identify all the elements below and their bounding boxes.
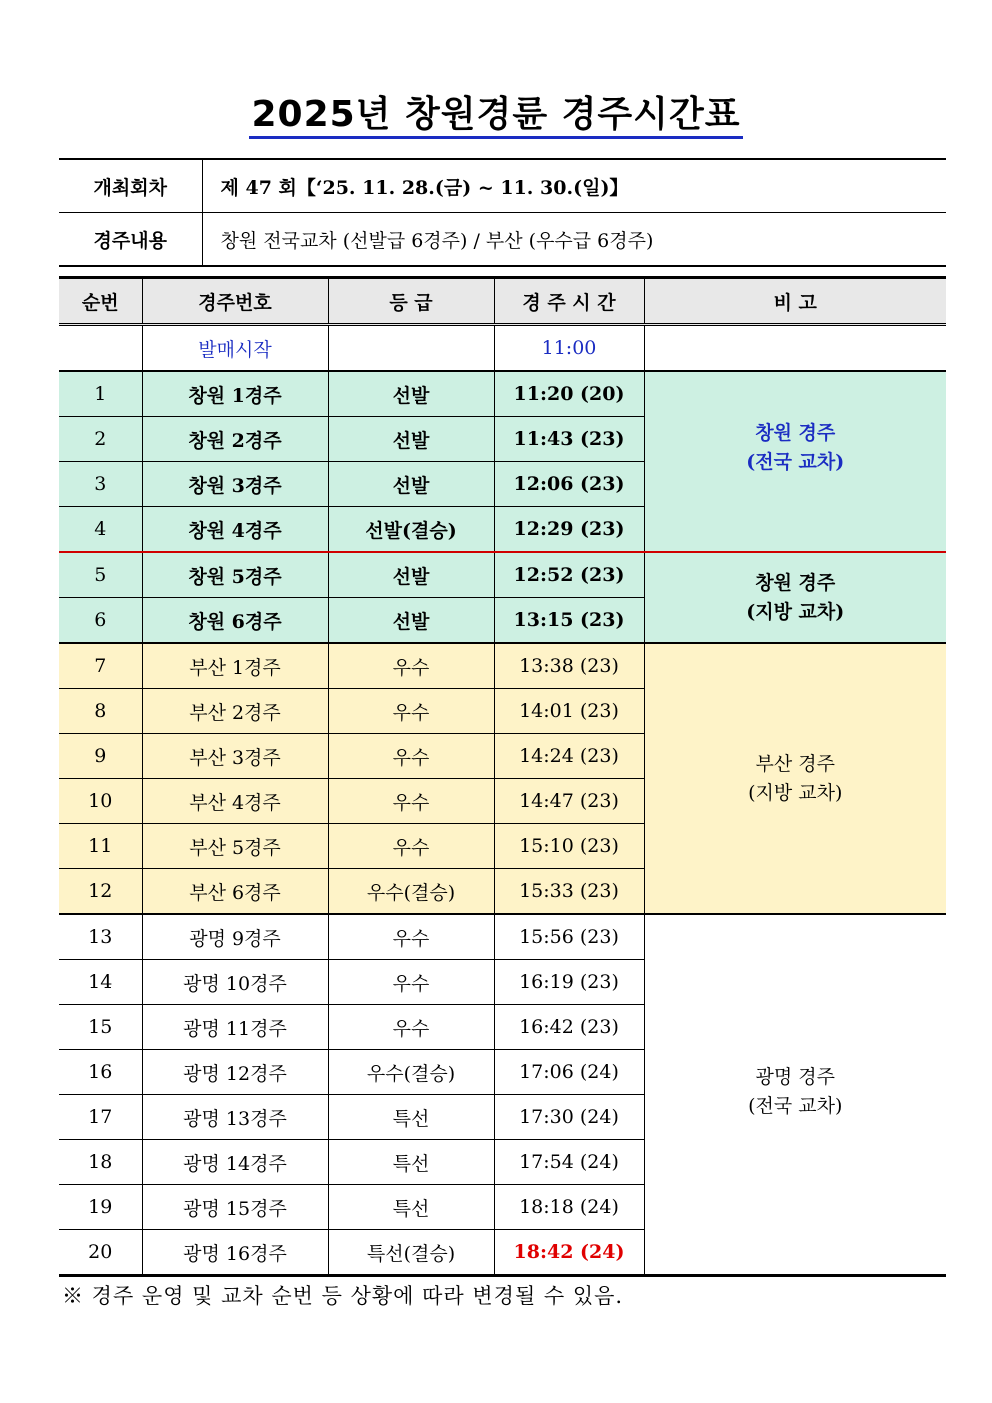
table-row bbox=[59, 914, 946, 960]
race-time: 17:06 (24) bbox=[494, 1050, 644, 1095]
race-order: 17 bbox=[59, 1095, 142, 1140]
race-order: 1 bbox=[59, 371, 142, 417]
sale-start-row bbox=[59, 325, 946, 372]
race-number: 부산 2경주 bbox=[142, 689, 328, 734]
race-order: 6 bbox=[59, 598, 142, 644]
race-number: 창원 2경주 bbox=[142, 417, 328, 462]
race-time: 17:30 (24) bbox=[494, 1095, 644, 1140]
race-number: 부산 3경주 bbox=[142, 734, 328, 779]
remark-line2: (지방 교차) bbox=[748, 781, 843, 804]
race-time: 16:42 (23) bbox=[494, 1005, 644, 1050]
content-value: 창원 전국교차 (선발급 6경주) / 부산 (우수급 6경주) bbox=[202, 213, 946, 267]
race-grade: 우수 bbox=[328, 643, 494, 689]
remark-line1: 광명 경주 bbox=[755, 1066, 835, 1088]
remark-line2: (전국 교차) bbox=[746, 450, 845, 473]
session-value: 제 47 회【‘25. 11. 28.(금) ~ 11. 30.(일)】 bbox=[202, 159, 946, 213]
race-time: 11:43 (23) bbox=[494, 417, 644, 462]
race-grade: 선발 bbox=[328, 371, 494, 417]
sale-start-label: 발매시작 bbox=[142, 325, 328, 372]
race-number: 광명 9경주 bbox=[142, 914, 328, 960]
header-order: 순번 bbox=[59, 278, 142, 325]
race-grade: 우수 bbox=[328, 689, 494, 734]
race-number: 광명 13경주 bbox=[142, 1095, 328, 1140]
page-title: 2025년 창원경륜 경주시간표 bbox=[249, 94, 742, 139]
race-time: 13:15 (23) bbox=[494, 598, 644, 644]
race-time: 11:20 (20) bbox=[494, 371, 644, 417]
info-table bbox=[59, 158, 946, 267]
race-grade: 특선(결승) bbox=[328, 1230, 494, 1276]
race-grade: 우수 bbox=[328, 914, 494, 960]
schedule-table bbox=[59, 276, 946, 1277]
remark-line1: 부산 경주 bbox=[755, 753, 835, 775]
race-time: 15:56 (23) bbox=[494, 914, 644, 960]
race-time: 18:18 (24) bbox=[494, 1185, 644, 1230]
race-time: 16:19 (23) bbox=[494, 960, 644, 1005]
header-row bbox=[59, 278, 946, 325]
race-order: 5 bbox=[59, 552, 142, 598]
race-order: 2 bbox=[59, 417, 142, 462]
race-grade: 특선 bbox=[328, 1095, 494, 1140]
race-time: 14:24 (23) bbox=[494, 734, 644, 779]
race-order: 8 bbox=[59, 689, 142, 734]
race-grade: 우수 bbox=[328, 960, 494, 1005]
race-number: 광명 15경주 bbox=[142, 1185, 328, 1230]
race-time: 14:47 (23) bbox=[494, 779, 644, 824]
remark-cell bbox=[644, 552, 946, 643]
remark-cell bbox=[644, 643, 946, 914]
race-order: 18 bbox=[59, 1140, 142, 1185]
sale-start-empty bbox=[59, 325, 142, 372]
race-order: 10 bbox=[59, 779, 142, 824]
race-number: 광명 14경주 bbox=[142, 1140, 328, 1185]
table-row bbox=[59, 371, 946, 417]
race-order: 12 bbox=[59, 869, 142, 915]
content-label: 경주내용 bbox=[59, 213, 202, 267]
race-order: 15 bbox=[59, 1005, 142, 1050]
header-time: 경 주 시 간 bbox=[494, 278, 644, 325]
sale-start-empty-grade bbox=[328, 325, 494, 372]
race-time: 18:42 (24) bbox=[494, 1230, 644, 1276]
race-time: 15:33 (23) bbox=[494, 869, 644, 915]
race-number: 광명 16경주 bbox=[142, 1230, 328, 1276]
header-race: 경주번호 bbox=[142, 278, 328, 325]
race-grade: 우수 bbox=[328, 1005, 494, 1050]
race-grade: 선발 bbox=[328, 598, 494, 644]
race-order: 4 bbox=[59, 507, 142, 553]
sale-start-time: 11:00 bbox=[494, 325, 644, 372]
race-grade: 우수(결승) bbox=[328, 1050, 494, 1095]
race-order: 11 bbox=[59, 824, 142, 869]
race-time: 15:10 (23) bbox=[494, 824, 644, 869]
remark-line2: (지방 교차) bbox=[746, 600, 845, 623]
race-grade: 우수(결승) bbox=[328, 869, 494, 915]
race-order: 13 bbox=[59, 914, 142, 960]
race-grade: 선발 bbox=[328, 552, 494, 598]
race-grade: 특선 bbox=[328, 1185, 494, 1230]
race-number: 광명 12경주 bbox=[142, 1050, 328, 1095]
remark-cell bbox=[644, 371, 946, 552]
race-number: 창원 4경주 bbox=[142, 507, 328, 553]
race-order: 16 bbox=[59, 1050, 142, 1095]
race-grade: 우수 bbox=[328, 824, 494, 869]
race-order: 3 bbox=[59, 462, 142, 507]
race-order: 19 bbox=[59, 1185, 142, 1230]
race-number: 창원 6경주 bbox=[142, 598, 328, 644]
race-number: 광명 10경주 bbox=[142, 960, 328, 1005]
race-order: 7 bbox=[59, 643, 142, 689]
race-number: 부산 4경주 bbox=[142, 779, 328, 824]
race-order: 14 bbox=[59, 960, 142, 1005]
race-grade: 특선 bbox=[328, 1140, 494, 1185]
race-number: 창원 1경주 bbox=[142, 371, 328, 417]
race-number: 부산 1경주 bbox=[142, 643, 328, 689]
race-grade: 우수 bbox=[328, 779, 494, 824]
race-time: 12:06 (23) bbox=[494, 462, 644, 507]
session-label: 개최회차 bbox=[59, 159, 202, 213]
race-order: 20 bbox=[59, 1230, 142, 1276]
remark-line1: 창원 경주 bbox=[755, 572, 836, 594]
session-row bbox=[59, 159, 946, 213]
race-number: 창원 3경주 bbox=[142, 462, 328, 507]
race-time: 13:38 (23) bbox=[494, 643, 644, 689]
race-time: 12:29 (23) bbox=[494, 507, 644, 553]
header-note: 비 고 bbox=[644, 278, 946, 325]
table-row bbox=[59, 643, 946, 689]
race-number: 광명 11경주 bbox=[142, 1005, 328, 1050]
race-number: 창원 5경주 bbox=[142, 552, 328, 598]
remark-line1: 창원 경주 bbox=[755, 422, 836, 444]
page-title-wrap bbox=[0, 86, 992, 137]
footnote: ※ 경주 운영 및 교차 순번 등 상황에 따라 변경될 수 있음. bbox=[62, 1284, 624, 1308]
race-time: 17:54 (24) bbox=[494, 1140, 644, 1185]
race-grade: 우수 bbox=[328, 734, 494, 779]
race-time: 14:01 (23) bbox=[494, 689, 644, 734]
sale-start-empty-note bbox=[644, 325, 946, 372]
race-grade: 선발(결승) bbox=[328, 507, 494, 553]
content-row bbox=[59, 213, 946, 267]
remark-cell bbox=[644, 914, 946, 1276]
race-number: 부산 6경주 bbox=[142, 869, 328, 915]
race-time: 12:52 (23) bbox=[494, 552, 644, 598]
remark-line2: (전국 교차) bbox=[748, 1094, 843, 1117]
table-row bbox=[59, 552, 946, 598]
race-grade: 선발 bbox=[328, 462, 494, 507]
race-order: 9 bbox=[59, 734, 142, 779]
race-number: 부산 5경주 bbox=[142, 824, 328, 869]
header-grade: 등 급 bbox=[328, 278, 494, 325]
race-grade: 선발 bbox=[328, 417, 494, 462]
